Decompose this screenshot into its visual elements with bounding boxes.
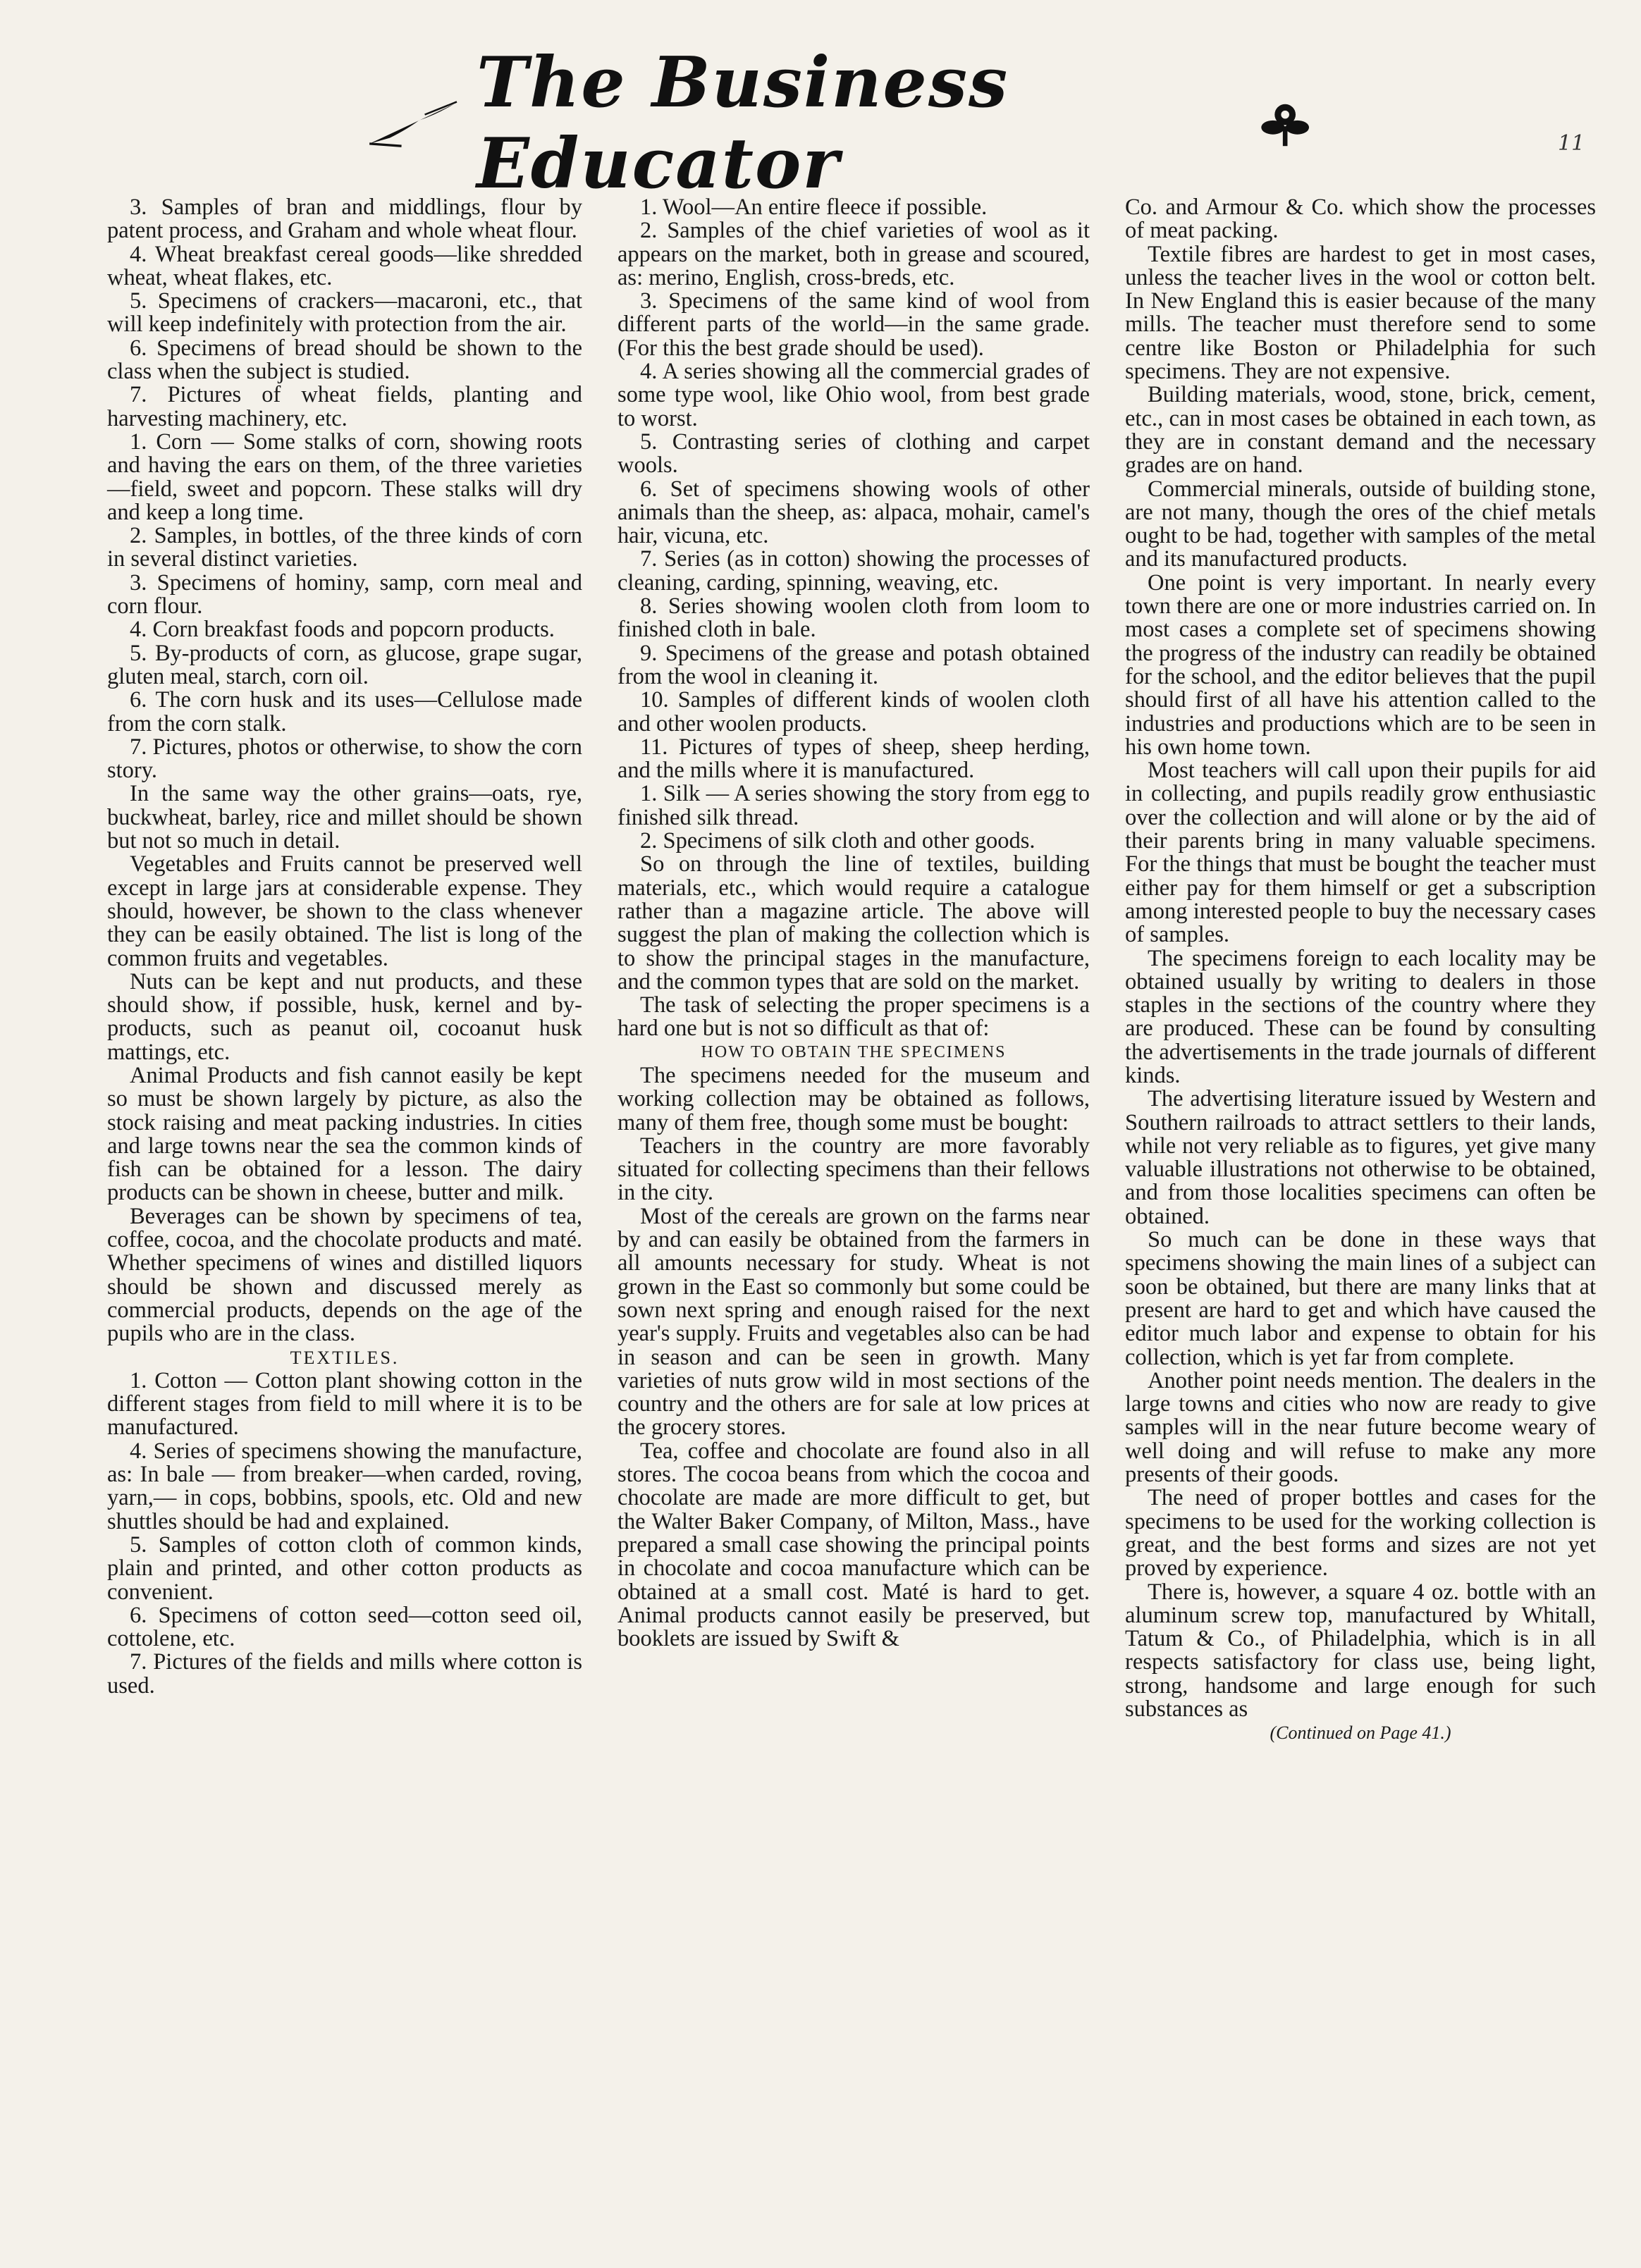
paragraph: 8. Series showing woolen cloth from loom to finished cloth in bale. [617,593,1090,643]
masthead-title: The Business Educator [477,42,1009,204]
paragraph: Commercial minerals, outside of building stone, are not many, though the ores of the chief metals ought to be had, together with samples of the metal and its manufactured products. [1125,476,1596,572]
paragraph: Vegetables and Fruits cannot be preserved well except in large jars at considerable expense. They should, however, be shown to the class whenever they can be easily obtained. The list is long of the common fruits and vegetables. [107,851,582,971]
column-3 [1125,196,1596,1745]
continued-note: (Continued on Page 41.) [1270,1722,1451,1744]
paragraph: 7. Pictures, photos or otherwise, to show the corn story. [107,734,582,784]
paragraph: 4. A series showing all the commercial grades of some type wool, like Ohio wool, from best grade to worst. [617,359,1090,431]
paragraph: 3. Specimens of hominy, samp, corn meal and corn flour. [107,569,582,620]
flourish-ornament-icon [1259,92,1311,155]
paragraph: In the same way the other grains—oats, rye, buckwheat, barley, rice and millet should be shown but not so much in detail. [107,781,582,854]
paragraph: The specimens needed for the museum and working collection may be obtained as follows, many of them free, though some must be bought: [617,1062,1090,1135]
paragraph: 3. Specimens of the same kind of wool from different parts of the world—in the same grade. (For this the best grade should be used). [617,288,1090,361]
paragraph: Teachers in the country are more favorably situated for collecting specimens than their fellows in the city. [617,1133,1090,1206]
paragraph: 5. Samples of cotton cloth of common kinds, plain and printed, and other cotton products as convenient. [107,1531,582,1605]
paragraph: 5. Specimens of crackers—macaroni, etc., that will keep indefinitely with protection from the air. [107,288,582,338]
paragraph: So much can be done in these ways that specimens showing the main lines of a subject can soon be obtained, but there are many links that at present are hard to get and which have caused the editor much labor and expense to obtain for his collection, which is yet far from complete. [1125,1227,1596,1370]
paragraph: Textile fibres are hardest to get in most cases, unless the teacher lives in the wool or cotton belt. In New England this is easier because of the many mills. The teacher must therefore send to some centre like Boston or Philadelphia for such specimens. They are not expensive. [1125,241,1596,385]
paragraph: One point is very important. In nearly every town there are one or more industries carried on. In most cases a complete set of specimens showing the progress of the industry can readily be obtained for the school, and the editor believes that the pupil should first of all have his attention called to the industries and productions which are to be seen in his own home town. [1125,569,1596,760]
paragraph: There is, however, a square 4 oz. bottle with an aluminum screw top, manufactured by Whitall, Tatum & Co., of Philadelphia, which is in all respects satisfactory for class use, being light, strong, handsome and large enough for such substances as [1125,1579,1596,1722]
paragraph: Nuts can be kept and nut products, and these should show, if possible, husk, kernel and by-products, such as peanut oil, cocoanut husk mattings, etc. [107,968,582,1065]
paragraph: 2. Samples, in bottles, of the three kinds of corn in several distinct varieties. [107,523,582,572]
section-heading-textiles: TEXTILES. [290,1347,400,1368]
paragraph: 6. The corn husk and its uses—Cellulose made from the corn stalk. [107,687,582,737]
paragraph: 4. Wheat breakfast cereal goods—like shredded wheat, wheat flakes, etc. [107,241,582,290]
paragraph: 1. Silk — A series showing the story from egg to finished silk thread. [617,781,1090,830]
paragraph: 3. Samples of bran and middlings, flour by patent process, and Graham and whole wheat flour. [107,195,582,244]
paragraph: 7. Pictures of the fields and mills where cotton is used. [107,1649,582,1699]
paragraph: Tea, coffee and chocolate are found also in all stores. The cocoa beans from which the cocoa and chocolate are made are more difficult to get, but the Walter Baker Company, of Milton, Mass., have prepared a small case showing the principal points in chocolate and cocoa manufacture which can be obtained at a small cost. Maté is hard to get. Animal products cannot easily be preserved, but booklets are issued by Swift & [617,1438,1090,1652]
paragraph: 6. Specimens of cotton seed—cotton seed oil, cottolene, etc. [107,1602,582,1652]
paragraph: 5. Contrasting series of clothing and carpet wools. [617,429,1090,479]
paragraph: The task of selecting the proper specimens is a hard one but is not so difficult as that of: [617,992,1090,1042]
paragraph: The advertising literature issued by Western and Southern railroads to attract settlers to their lands, while not very reliable as to figures, yet give many valuable illustrations not otherwise to be obtained, and from those localities specimens can often be obtained. [1125,1086,1596,1229]
paragraph: 7. Pictures of wheat fields, planting and harvesting machinery, etc. [107,382,582,431]
paragraph: 9. Specimens of the grease and potash obtained from the wool in cleaning it. [617,640,1090,689]
column-1 [107,196,582,1698]
masthead [367,42,1311,204]
paragraph: Beverages can be shown by specimens of tea, coffee, cocoa, and the chocolate products and maté. Whether specimens of wines and distilled liquors should be shown and discussed merely as commercial products, depends on the age of the pupils who are in the class. [107,1203,582,1347]
paragraph: Most teachers will call upon their pupils for aid in collecting, and pupils readily grow enthusiastic over the collection and will alone or by the aid of their parents bring in many valuable specimens. For the things that must be bought the teacher must either pay for them himself or get a subscription among interested people to buy the necessary cases of samples. [1125,758,1596,948]
column-2 [617,196,1090,1651]
paragraph: Co. and Armour & Co. which show the processes of meat packing. [1125,195,1596,244]
paragraph: 1. Cotton — Cotton plant showing cotton in the different stages from field to mill where it is to be manufactured. [107,1367,582,1441]
paragraph: Most of the cereals are grown on the farms near by and can easily be obtained from the farmers in all amounts necessary for study. Wheat is not grown in the East so commonly but some could be sown next spring and enough raised for the next year's supply. Fruits and vegetables also can be had in season and can be seen in growth. Many varieties of nuts grow wild in most sections of the country and the others are for sale at low prices at the grocery stores. [617,1203,1090,1441]
paragraph: 5. By-products of corn, as glucose, grape sugar, gluten meal, starch, corn oil. [107,640,582,689]
paragraph: 2. Samples of the chief varieties of wool as it appears on the market, both in grease and scoured, as: merino, English, cross-breds, etc. [617,218,1090,290]
paragraph: 2. Specimens of silk cloth and other goods. [640,828,1035,854]
paragraph: So on through the line of textiles, building materials, etc., which would require a catalogue rather than a magazine article. The above will suggest the plan of making the collection which is to show the principal stages in the manufacture, and the common types that are sold on the market. [617,851,1090,994]
page-number: 11 [1558,131,1585,156]
quill-pen-icon [367,92,460,155]
paragraph: 1. Wool—An entire fleece if possible. [640,195,988,220]
paragraph: 1. Corn — Some stalks of corn, showing roots and having the ears on them, of the three varieties—field, sweet and popcorn. These stalks will dry and keep a long time. [107,429,582,525]
paragraph: 4. Series of specimens showing the manufacture, as: In bale — from breaker—when carded, roving, yarn,— in cops, bobbins, spools, etc. Old and new shuttles should be had and explained. [107,1438,582,1534]
paragraph: Another point needs mention. The dealers in the large towns and cities who now are ready to give samples will in the near future become weary of well doing and will refuse to make any more presents of their goods. [1125,1367,1596,1488]
paragraph: 10. Samples of different kinds of woolen cloth and other woolen products. [617,687,1090,737]
paragraph: Animal Products and fish cannot easily be kept so must be shown largely by picture, as also the stock raising and meat packing industries. In cities and large towns near the sea the common kinds of fish can be obtained for a lesson. The dairy products can be shown in cheese, butter and milk. [107,1062,582,1206]
section-heading-obtain: HOW TO OBTAIN THE SPECIMENS [701,1042,1007,1061]
paragraph: 6. Specimens of bread should be shown to the class when the subject is studied. [107,335,582,385]
paragraph: Building materials, wood, stone, brick, cement, etc., can in most cases be obtained in each town, as they are in constant demand and the necessary grades are on hand. [1125,382,1596,479]
paragraph: The need of proper bottles and cases for the specimens to be used for the working collection is great, and the best forms and sizes are not yet proved by experience. [1125,1485,1596,1582]
paragraph: 7. Series (as in cotton) showing the processes of cleaning, carding, spinning, weaving, etc. [617,546,1090,596]
paragraph: 4. Corn breakfast foods and popcorn products. [130,617,555,643]
paragraph: The specimens foreign to each locality may be obtained usually by writing to dealers in those staples in the sections of the country where they are produced. These can be found by consulting the advertisements in the trade journals of different kinds. [1125,945,1596,1088]
paragraph: 6. Set of specimens showing wools of other animals than the sheep, as: alpaca, mohair, camel's hair, vicuna, etc. [617,476,1090,549]
paragraph: 11. Pictures of types of sheep, sheep herding, and the mills where it is manufactured. [617,734,1090,784]
